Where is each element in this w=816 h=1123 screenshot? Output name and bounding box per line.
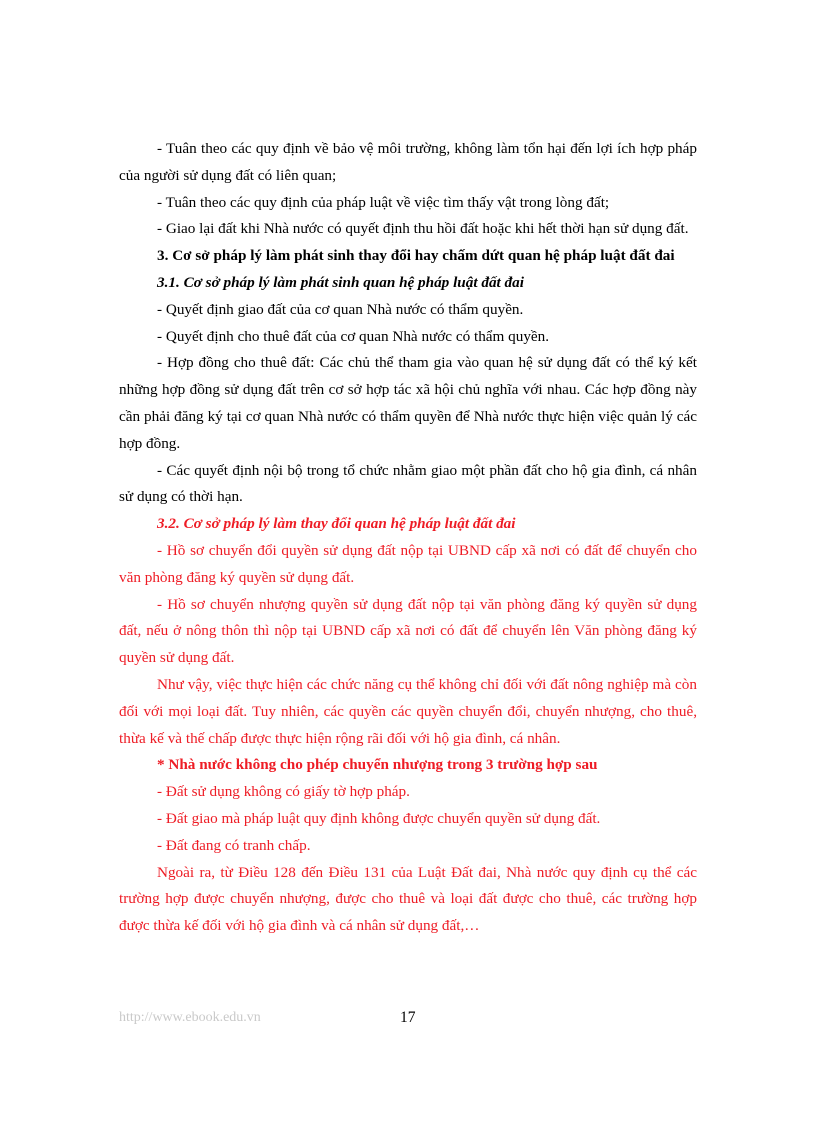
section-heading-3: 3. Cơ sở pháp lý làm phát sinh thay đổi hay chấm dứt quan hệ pháp luật đất đai — [157, 247, 675, 265]
paragraph-15: - Đất sử dụng không có giấy tờ hợp pháp. — [157, 783, 410, 801]
paragraph-17: - Đất đang có tranh chấp. — [157, 836, 311, 854]
paragraph-6: - Quyết định giao đất của cơ quan Nhà nước có thẩm quyền. — [157, 300, 524, 318]
footer-url-watermark: http://www.ebook.edu.vn — [119, 1010, 261, 1025]
paragraph-18: Ngoài ra, từ Điều 128 đến Điều 131 của Luật Đất đai, Nhà nước quy định cụ thể các trường hợp được chuyển nhượng, được cho thuê và loại đất được cho thuê, các trường hợp được thừa kế đối với hộ gia đình và cá nhân sử dụng đất,… — [119, 863, 697, 935]
paragraph-16: - Đất giao mà pháp luật quy định không được chuyển quyền sử dụng đất. — [157, 809, 601, 827]
document-body — [119, 136, 697, 940]
paragraph-2: - Tuân theo các quy định của pháp luật về việc tìm thấy vật trong lòng đất; — [157, 193, 610, 211]
paragraph-13: Như vậy, việc thực hiện các chức năng cụ thể không chỉ đối với đất nông nghiệp mà còn đối với mọi loại đất. Tuy nhiên, các quyền các quyền chuyển đổi, chuyển nhượng, cho thuê, thừa kế và thế chấp được thực hiện rộng rãi đối với hộ gia đình, cá nhân. — [119, 675, 697, 747]
paragraph-1: - Tuân theo các quy định về bảo vệ môi trường, không làm tổn hại đến lợi ích hợp pháp của người sử dụng đất có liên quan; — [119, 140, 697, 184]
paragraph-9: - Các quyết định nội bộ trong tổ chức nhằm giao một phần đất cho hộ gia đình, cá nhân sử dụng có thời hạn. — [119, 461, 697, 506]
paragraph-7: - Quyết định cho thuê đất của cơ quan Nhà nước có thẩm quyền. — [157, 327, 550, 345]
note-heading: * Nhà nước không cho phép chuyển nhượng trong 3 trường hợp sau — [157, 756, 598, 774]
paragraph-11: - Hồ sơ chuyển đổi quyền sử dụng đất nộp tại UBND cấp xã nơi có đất để chuyển cho văn phòng đăng ký quyền sử dụng đất. — [119, 541, 697, 586]
page-number: 17 — [400, 1009, 416, 1026]
subsection-heading-3-1: 3.1. Cơ sở pháp lý làm phát sinh quan hệ pháp luật đất đai — [157, 273, 524, 291]
subsection-heading-3-2: 3.2. Cơ sở pháp lý làm thay đổi quan hệ pháp luật đất đai — [157, 515, 516, 533]
paragraph-8: - Hợp đồng cho thuê đất: Các chủ thể tham gia vào quan hệ sử dụng đất có thể ký kết những hợp đồng sử dụng đất trên cơ sở hợp tác xã hội chủ nghĩa với nhau. Các hợp đồng này cần phải đăng ký tại cơ quan Nhà nước có thẩm quyền để Nhà nước thực hiện việc quản lý các hợp đồng. — [119, 354, 697, 452]
paragraph-12: - Hồ sơ chuyển nhượng quyền sử dụng đất nộp tại văn phòng đăng ký quyền sử dụng đất, nếu ở nông thôn thì nộp tại UBND cấp xã nơi có đất để chuyển lên Văn phòng đăng ký quyền sử dụng đất. — [119, 595, 697, 667]
paragraph-3: - Giao lại đất khi Nhà nước có quyết định thu hồi đất hoặc khi hết thời hạn sử dụng đất. — [157, 220, 689, 238]
